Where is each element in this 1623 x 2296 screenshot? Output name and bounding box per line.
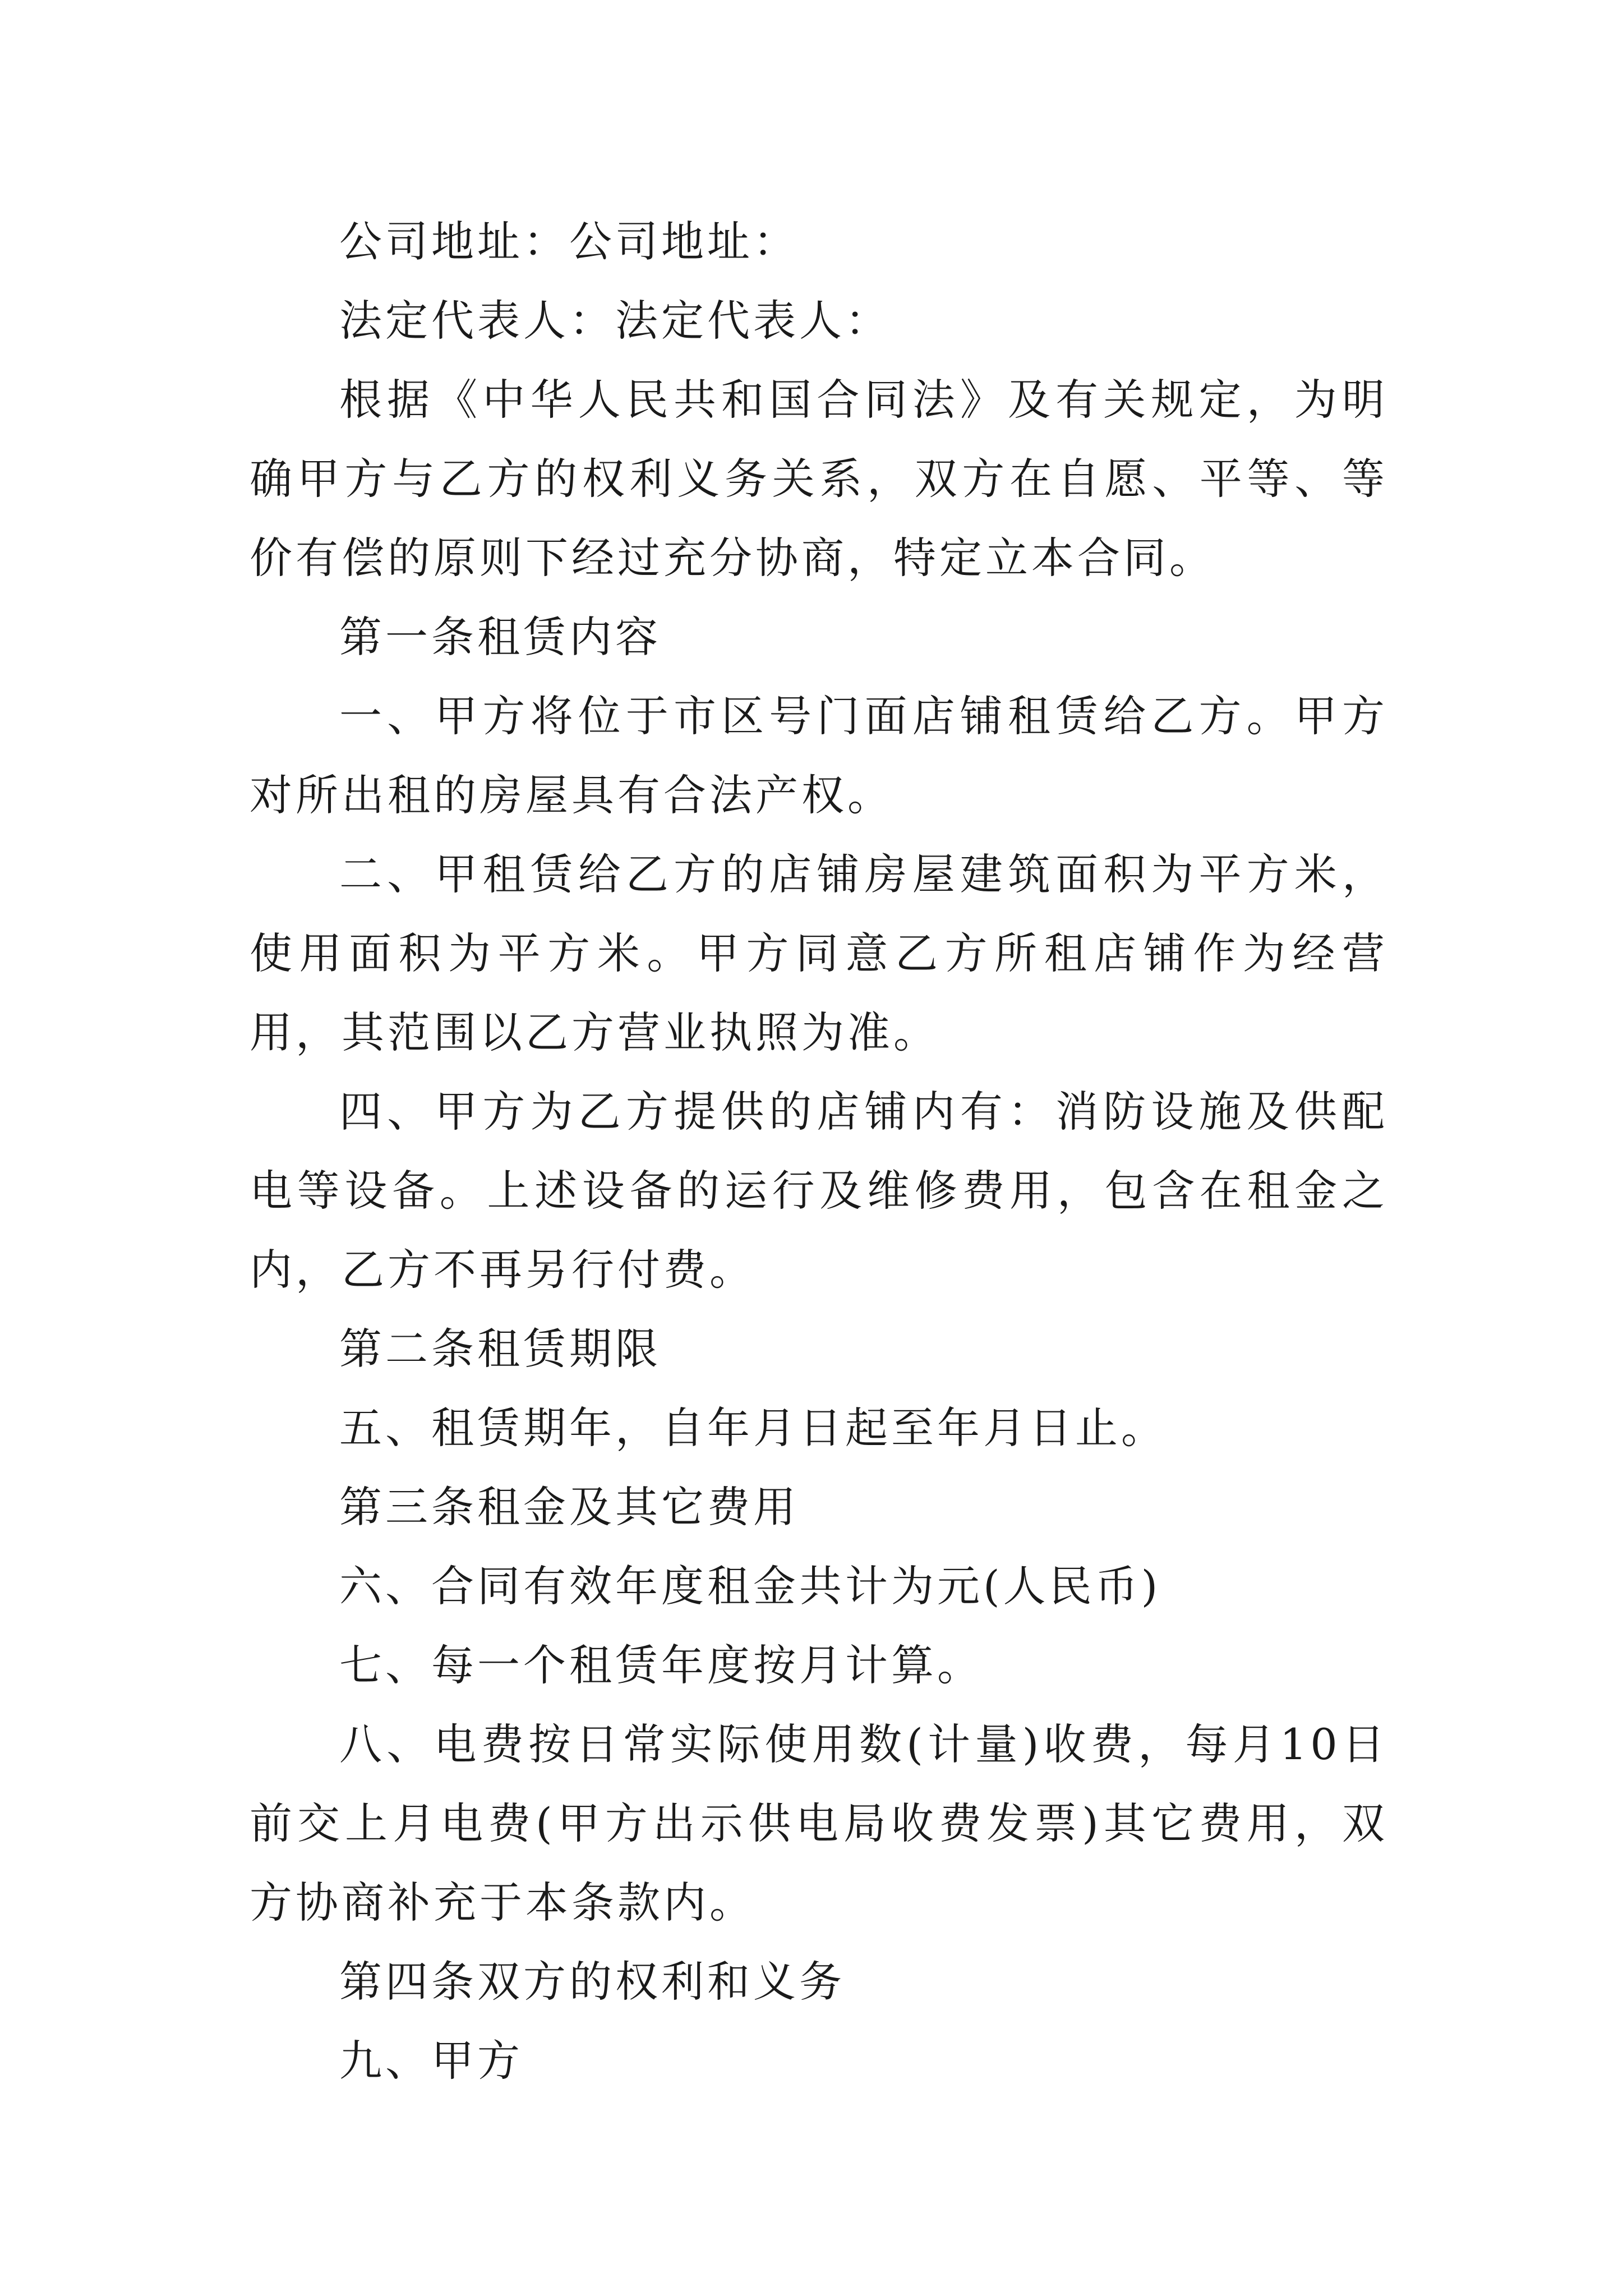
article-4-heading: 第四条双方的权利和义务 bbox=[339, 1957, 845, 2007]
article-2-heading: 第二条租赁期限 bbox=[339, 1324, 661, 1374]
clause-4-paragraph: 四、甲方为乙方提供的店铺内有：消防设施及供配电等设备。上述设备的运行及维修费用，包含在租金之内，乙方不再另行付费。 bbox=[250, 1087, 1388, 1295]
clause-5-paragraph: 五、租赁期年，自年月日起至年月日止。 bbox=[339, 1403, 1167, 1453]
clause-1-paragraph: 一、甲方将位于市区号门面店铺租赁给乙方。甲方对所出租的房屋具有合法产权。 bbox=[250, 691, 1388, 820]
clause-9-paragraph: 九、甲方 bbox=[339, 2036, 523, 2086]
clause-6-paragraph: 六、合同有效年度租金共计为元(人民币) bbox=[339, 1561, 1161, 1611]
company-address-line: 公司地址：公司地址： bbox=[339, 217, 799, 266]
preamble-paragraph: 根据《中华人民共和国合同法》及有关规定，为明确甲方与乙方的权利义务关系，双方在自愿、平等、等价有偿的原则下经过充分协商，特定立本合同。 bbox=[250, 375, 1388, 583]
document-body bbox=[250, 202, 1388, 2100]
legal-representative-line: 法定代表人：法定代表人： bbox=[339, 296, 891, 346]
article-1-heading: 第一条租赁内容 bbox=[339, 612, 661, 662]
clause-7-paragraph: 七、每一个租赁年度按月计算。 bbox=[339, 1640, 983, 1690]
article-3-heading: 第三条租金及其它费用 bbox=[339, 1482, 799, 1532]
clause-8-paragraph: 八、电费按日常实际使用数(计量)收费，每月10日前交上月电费(甲方出示供电局收费发票)其它费用，双方协商补充于本条款内。 bbox=[250, 1719, 1388, 1927]
clause-2-paragraph: 二、甲租赁给乙方的店铺房屋建筑面积为平方米，使用面积为平方米。甲方同意乙方所租店铺作为经营用，其范围以乙方营业执照为准。 bbox=[250, 849, 1388, 1057]
